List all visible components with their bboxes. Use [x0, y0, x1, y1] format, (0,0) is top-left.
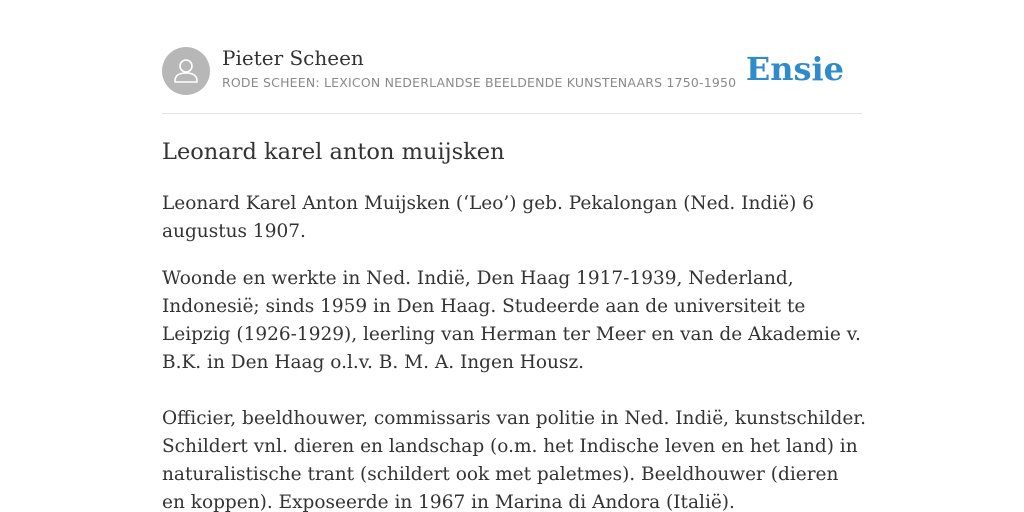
article-title: Leonard karel anton muijsken	[162, 139, 505, 165]
source-title[interactable]: RODE SCHEEN: LEXICON NEDERLANDSE BEELDENDE KUNSTENAARS 1750-1950	[222, 75, 737, 90]
author-name[interactable]: Pieter Scheen	[222, 46, 364, 70]
ensie-logo[interactable]: Ensie	[745, 50, 844, 88]
article-paragraph: Officier, beeldhouwer, commissaris van politie in Ned. Indië, kunstschilder. Schildert vnl. dieren en landschap (o.m. het Indische leven en het land) in naturalistische trant (schildert ook met paletmes). Beeldhouwer (dieren en koppen). Exposeerde in 1967 in Marina di Andora (Italië).	[162, 408, 866, 512]
header-divider	[162, 113, 862, 114]
article-paragraph: Woonde en werkte in Ned. Indië, Den Haag 1917-1939, Nederland, Indonesië; sinds 1959 in Den Haag. Studeerde aan de universiteit te Leipzig (1926-1929), leerling van Herman ter Meer en van de Akademie v. B.K. in Den Haag o.l.v. B. M. A. Ingen Housz.	[162, 268, 861, 373]
avatar[interactable]	[162, 47, 210, 95]
user-silhouette-icon	[162, 47, 210, 95]
header	[162, 46, 862, 96]
article-body	[162, 190, 867, 512]
article-paragraph: Leonard Karel Anton Muijsken (‘Leo’) geb. Pekalongan (Ned. Indië) 6 augustus 1907.	[162, 193, 814, 242]
